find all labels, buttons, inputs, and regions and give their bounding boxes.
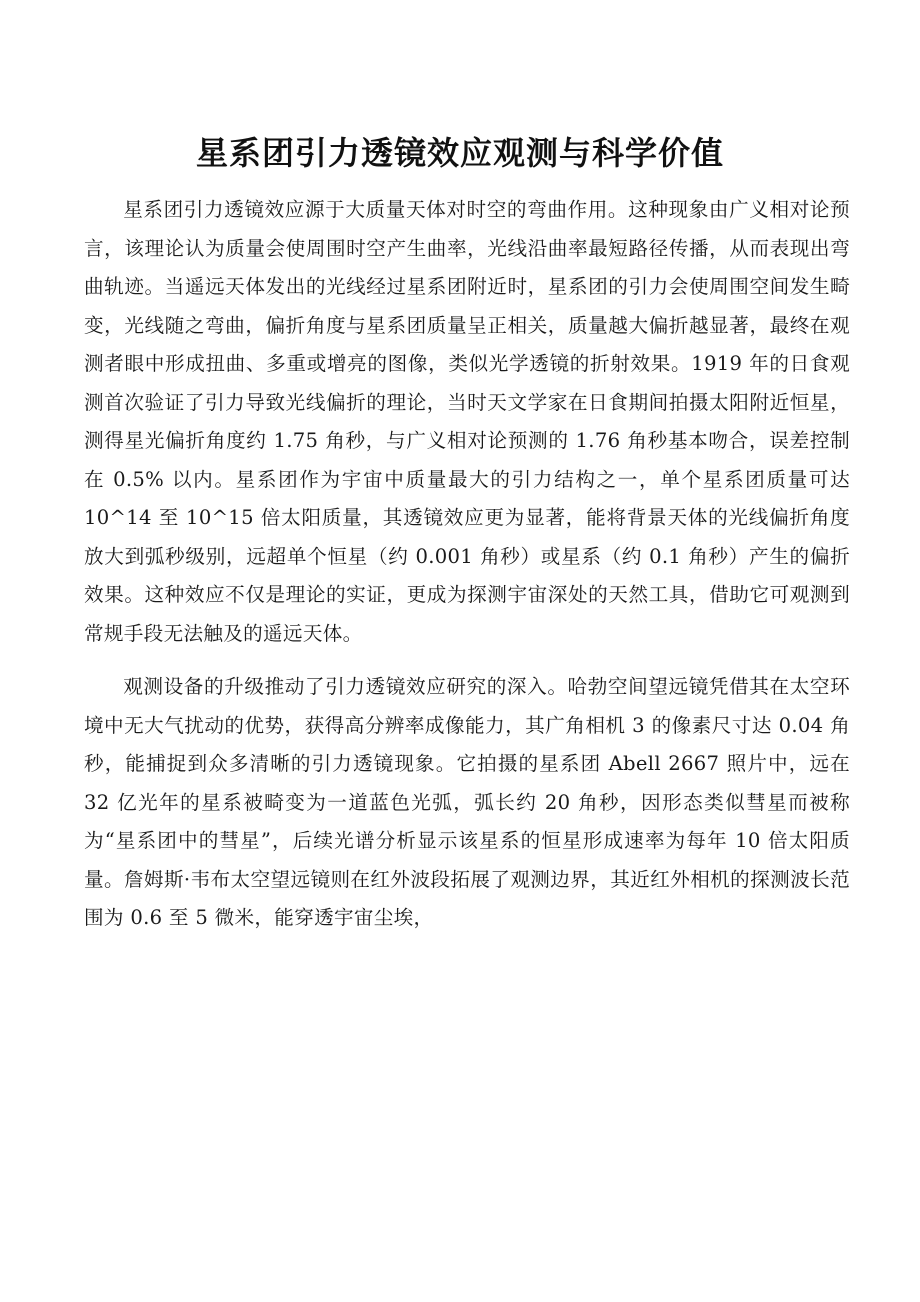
document-title: 星系团引力透镜效应观测与科学价值 xyxy=(195,134,724,172)
body-paragraph-1: 星系团引力透镜效应源于大质量天体对时空的弯曲作用。这种现象由广义相对论预言，该理论认为质量会使周围时空产生曲率，光线沿曲率最短路径传播，从而表现出弯曲轨迹。当遥远天体发出的光线经过星系团附近时，星系团的引力会使周围空间发生畸变，光线随之弯曲，偏折角度与星系团质量呈正相关，质量越大偏折越显著，最终在观测者眼中形成扭曲、多重或增亮的图像，类似光学透镜的折射效果。1919 年的日食观测首次验证了引力导致光线偏折的理论，当时天文学家在日食期间拍摄太阳附近恒星，测得星光偏折角度约 1.75 角秒，与广义相对论预测的 1.76 角秒基本吻合，误差控制在 0.5% 以内。星系团作为宇宙中质量最大的引力结构之一，单个星系团质量可达 10^14 至 10^15 倍太阳质量，其透镜效应更为显著，能将背景天体的光线偏折角度放大到弧秒级别，远超单个恒星（约 0.001 角秒）或星系（约 0.1 角秒）产生的偏折效果。这种效应不仅是理论的实证，更成为探测宇宙深处的天然工具，借助它可观测到常规手段无法触及的遥远天体。 xyxy=(84,198,850,645)
body-paragraph-2: 观测设备的升级推动了引力透镜效应研究的深入。哈勃空间望远镜凭借其在太空环境中无大气扰动的优势，获得高分辨率成像能力，其广角相机 3 的像素尺寸达 0.04 角秒，能捕捉到众多清晰的引力透镜现象。它拍摄的星系团 Abell 2667 照片中，远在 32 亿光年的星系被畸变为一道蓝色光弧，弧长约 20 角秒，因形态类似彗星而被称为“星系团中的彗星”，后续光谱分析显示该星系的恒星形成速率为每年 10 倍太阳质量。詹姆斯·韦布太空望远镜则在红外波段拓展了观测边界，其近红外相机的探测波长范围为 0.6 至 5 微米，能穿透宇宙尘埃， xyxy=(84,675,850,929)
document-page xyxy=(84,0,850,938)
